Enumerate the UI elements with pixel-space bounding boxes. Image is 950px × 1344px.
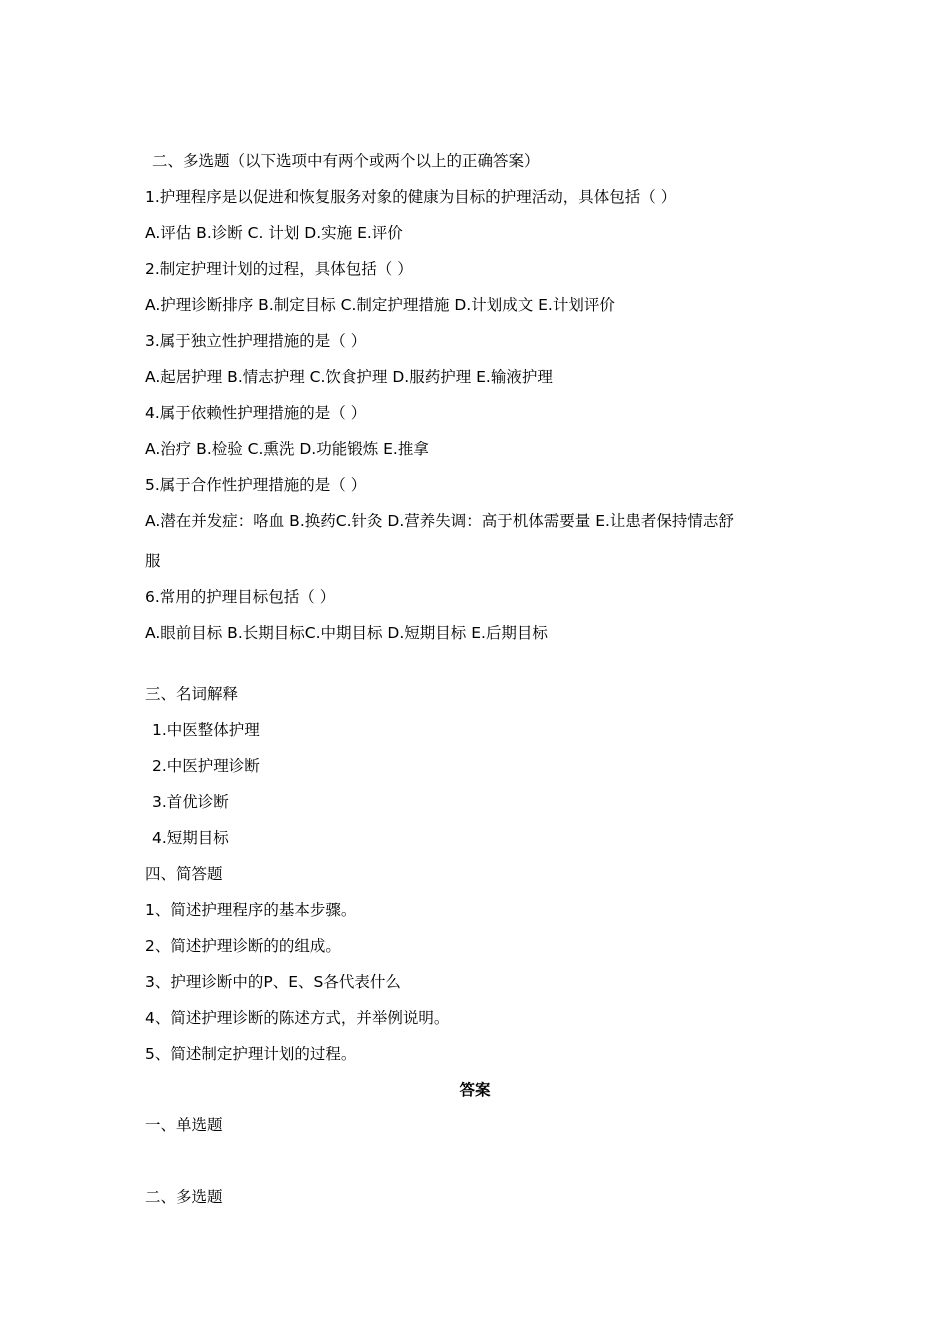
- question-1: 1.护理程序是以促进和恢复服务对象的健康为目标的护理活动，具体包括（ ）: [145, 188, 677, 206]
- short-answer-heading: 四、简答题: [145, 865, 223, 883]
- short-answer-item: 4、简述护理诊断的陈述方式，并举例说明。: [145, 1009, 450, 1027]
- multi-choice-heading: 二、多选题（以下选项中有两个或两个以上的正确答案）: [152, 152, 540, 170]
- short-answer-item: 5、简述制定护理计划的过程。: [145, 1045, 357, 1063]
- question-2-options: A.护理诊断排序 B.制定目标 C.制定护理措施 D.计划成文 E.计划评价: [145, 296, 615, 314]
- question-6: 6.常用的护理目标包括（ ）: [145, 588, 336, 606]
- question-6-options: A.眼前目标 B.长期目标C.中期目标 D.短期目标 E.后期目标: [145, 624, 548, 642]
- question-1-options: A.评估 B.诊断 C. 计划 D.实施 E.评价: [145, 224, 403, 242]
- term-item: 1.中医整体护理: [152, 721, 260, 739]
- term-item: 3.首优诊断: [152, 793, 229, 811]
- question-5: 5.属于合作性护理措施的是（ ）: [145, 476, 367, 494]
- short-answer-item: 3、护理诊断中的P、E、S各代表什么: [145, 973, 401, 991]
- short-answer-item: 1、简述护理程序的基本步骤。: [145, 901, 357, 919]
- question-5-options-continued: 服: [145, 552, 161, 570]
- question-4-options: A.治疗 B.检验 C.熏洗 D.功能锻炼 E.推拿: [145, 440, 429, 458]
- question-3: 3.属于独立性护理措施的是（ ）: [145, 332, 367, 350]
- term-item: 2.中医护理诊断: [152, 757, 260, 775]
- question-5-options: A.潜在并发症：咯血 B.换药C.针灸 D.营养失调：高于机体需要量 E.让患者保持情志舒: [145, 512, 734, 530]
- answers-title: 答案: [459, 1081, 491, 1099]
- answers-single-heading: 一、单选题: [145, 1116, 223, 1134]
- question-2: 2.制定护理计划的过程，具体包括（ ）: [145, 260, 413, 278]
- short-answer-item: 2、简述护理诊断的的组成。: [145, 937, 341, 955]
- question-3-options: A.起居护理 B.情志护理 C.饮食护理 D.服药护理 E.输液护理: [145, 368, 553, 386]
- term-item: 4.短期目标: [152, 829, 229, 847]
- question-4: 4.属于依赖性护理措施的是（ ）: [145, 404, 367, 422]
- answers-multi-heading: 二、多选题: [145, 1188, 223, 1206]
- terms-heading: 三、名词解释: [145, 685, 239, 703]
